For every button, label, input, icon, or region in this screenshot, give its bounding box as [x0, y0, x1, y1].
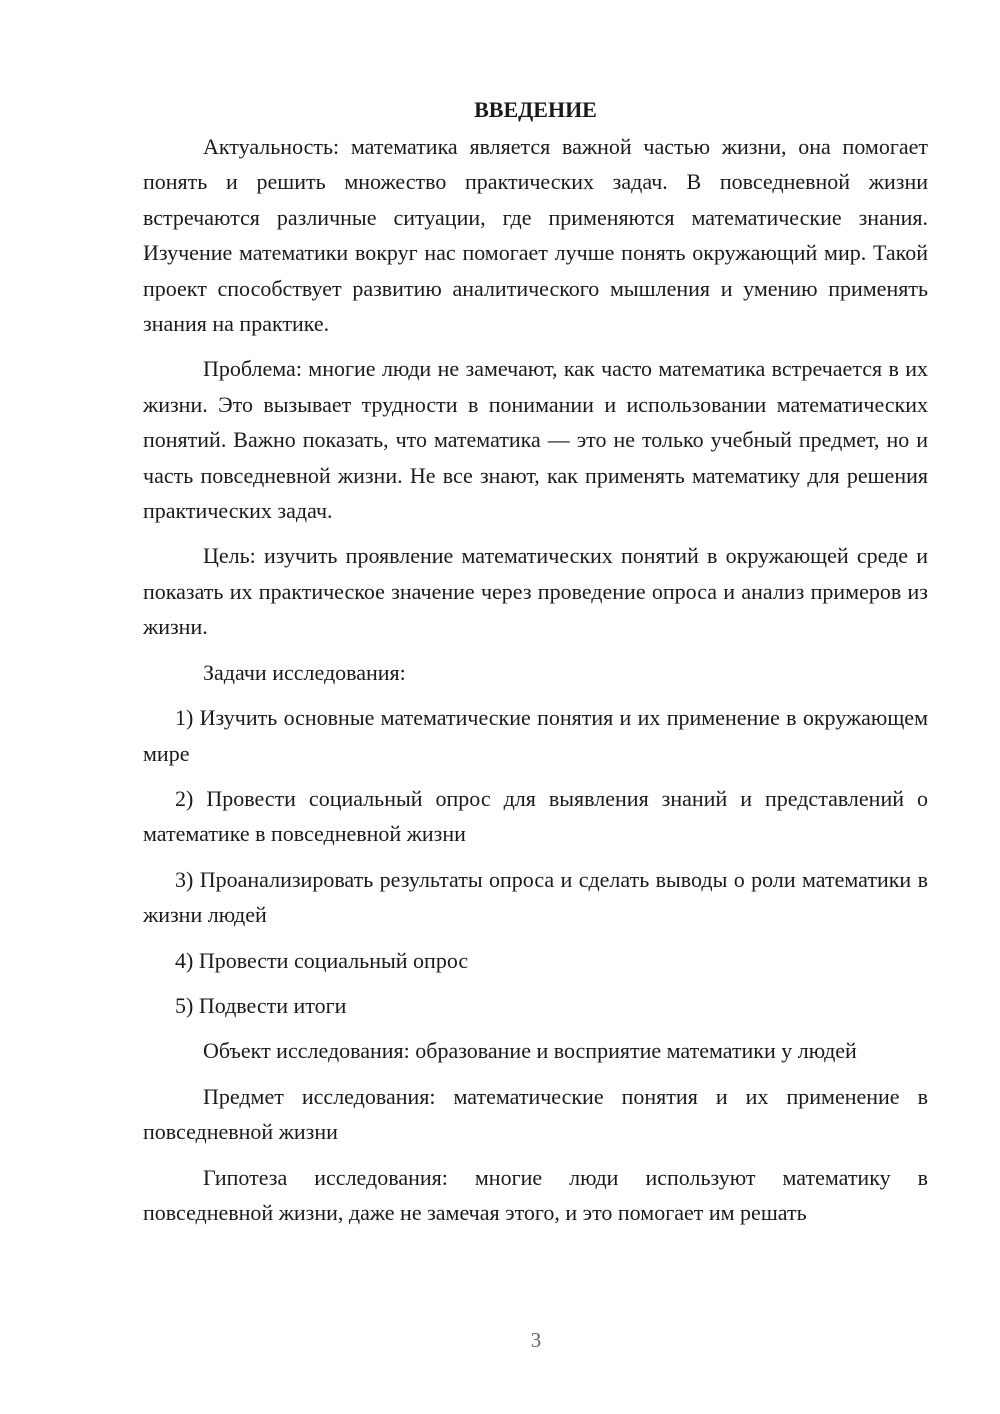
paragraph-relevance: Актуальность: математика является важной частью жизни, она помогает понять и решить множество практических задач. В повседневной жизни встречаются различные ситуации, где применяются математические знания. Изучение математики вокруг нас помогает лучше понять окружающий мир. Такой проект способствует развитию аналитического мышления и умению применять знания на практике. — [143, 134, 928, 337]
tasks-heading: Задачи исследования: — [203, 659, 406, 685]
paragraph-object: Объект исследования: образование и восприятие математики у людей — [203, 1038, 857, 1064]
page-number: 3 — [530, 1328, 542, 1352]
paragraph-subject: Предмет исследования: математические понятия и их применение в повседневной жизни — [143, 1083, 928, 1145]
document-page — [143, 92, 928, 1240]
paragraph-hypothesis: Гипотеза исследования: многие люди используют математику в повседневной жизни, даже не замечая этого, и это помогает им решать — [143, 1164, 928, 1225]
task-item: 2) Провести социальный опрос для выявления знаний и представлений о математике в повседневной жизни — [143, 785, 928, 847]
task-item: 4) Провести социальный опрос — [175, 947, 469, 973]
page-title: ВВЕДЕНИЕ — [474, 97, 597, 122]
paragraph-problem: Проблема: многие люди не замечают, как часто математика встречается в их жизни. Это вызывает трудности в понимании и использовании математических понятий. Важно показать, что математика — это не только учебный предмет, но и часть повседневной жизни. Не все знают, как применять математику для решения практических задач. — [143, 356, 928, 524]
paragraph-goal: Цель: изучить проявление математических понятий в окружающей среде и показать их практическое значение через проведение опроса и анализ примеров из жизни. — [143, 543, 928, 640]
task-item: 5) Подвести итоги — [175, 992, 347, 1018]
task-item: 3) Проанализировать результаты опроса и сделать выводы о роли математики в жизни людей — [143, 866, 928, 928]
task-item: 1) Изучить основные математические понятия и их применение в окружающем мире — [143, 705, 928, 766]
